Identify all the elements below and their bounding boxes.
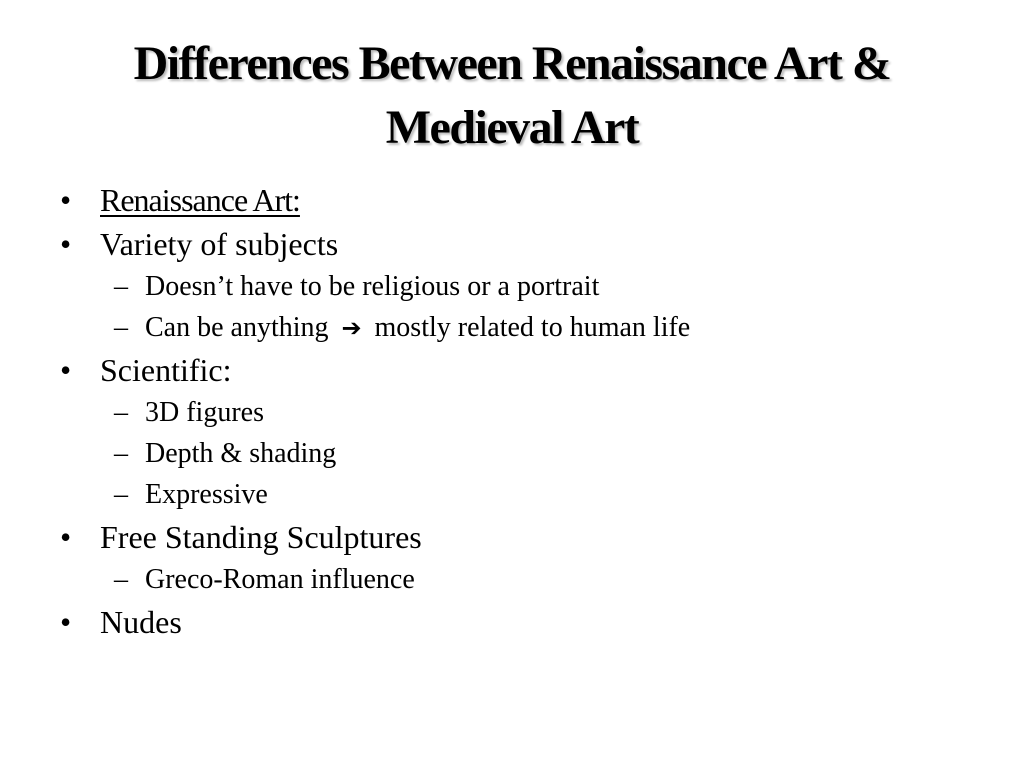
bullet-dot: • xyxy=(60,604,72,640)
bullet-text: Scientific: xyxy=(100,352,232,388)
sub-bullet-can-be-anything xyxy=(60,307,980,348)
sub-bullet-dash: – xyxy=(114,479,128,510)
sub-bullet-3d-figures xyxy=(60,392,980,433)
bullet-text: Nudes xyxy=(100,604,182,640)
sub-bullet-text-prefix: Can be anything xyxy=(145,312,329,343)
bullet-text: Renaissance Art: xyxy=(100,182,300,218)
bullet-renaissance-art xyxy=(60,178,980,222)
right-arrow-icon: ➔ xyxy=(341,314,362,342)
bullet-dot: • xyxy=(60,519,72,555)
sub-bullet-dash: – xyxy=(114,312,128,343)
bullet-nudes xyxy=(60,600,980,644)
sub-bullet-dash: – xyxy=(114,397,128,428)
bullet-list xyxy=(60,178,980,644)
bullet-scientific xyxy=(60,348,980,392)
sub-bullet-depth-shading xyxy=(60,433,980,474)
bullet-dot: • xyxy=(60,352,72,388)
sub-bullet-text: Doesn’t have to be religious or a portrait xyxy=(145,271,600,302)
title-line-2: Medieval Art xyxy=(385,101,639,154)
sub-bullet-text: Greco-Roman influence xyxy=(145,564,415,595)
sub-bullet-not-religious xyxy=(60,266,980,307)
bullet-variety-of-subjects xyxy=(60,222,980,266)
sub-bullet-text: Depth & shading xyxy=(145,438,337,469)
bullet-free-standing-sculptures xyxy=(60,515,980,559)
sub-bullet-expressive xyxy=(60,474,980,515)
sub-bullet-dash: – xyxy=(114,438,128,469)
sub-bullet-text: Expressive xyxy=(145,479,268,510)
sub-bullet-greco-roman xyxy=(60,559,980,600)
bullet-text: Variety of subjects xyxy=(100,226,339,262)
sub-bullet-text-suffix: mostly related to human life xyxy=(374,312,691,343)
bullet-text: Free Standing Sculptures xyxy=(100,519,422,555)
title-line-1: Differences Between Renaissance Art & xyxy=(133,37,891,90)
bullet-dot: • xyxy=(60,182,72,218)
slide-title xyxy=(40,32,984,160)
sub-bullet-dash: – xyxy=(114,564,128,595)
sub-bullet-text: 3D figures xyxy=(145,397,264,428)
bullet-dot: • xyxy=(60,226,72,262)
sub-bullet-dash: – xyxy=(114,271,128,302)
